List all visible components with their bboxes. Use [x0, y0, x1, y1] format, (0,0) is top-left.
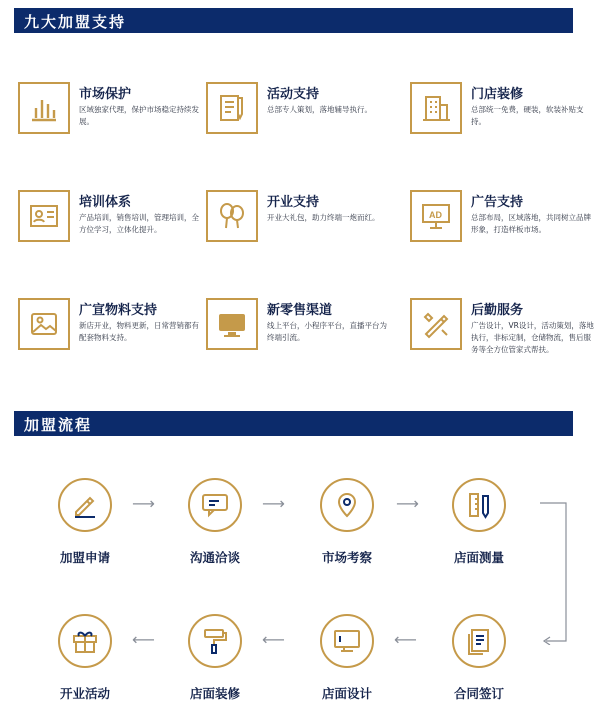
- support-desc: 线上平台，小程序平台，直播平台为终端引流。: [267, 321, 387, 342]
- support-desc: 总部布局，区域落地，共同树立品牌形象，打造样板市场。: [471, 213, 591, 234]
- monitor-icon: [206, 298, 258, 350]
- support-title: 后勤服务: [471, 303, 524, 318]
- process-step-contract: [424, 614, 534, 710]
- step-label: 店面测量: [453, 550, 504, 565]
- process-step-market-survey: [292, 478, 402, 574]
- support-title: 新零售渠道: [267, 303, 333, 318]
- arrow-left: ⟵: [262, 630, 285, 649]
- process-step-design: [292, 614, 402, 710]
- step-label: 开业活动: [59, 686, 110, 701]
- support-title: 广宣物料支持: [79, 303, 158, 318]
- process-step-decoration: [160, 614, 270, 710]
- support-section-title: 九大加盟支持: [24, 13, 127, 31]
- process-step-measure: [424, 478, 534, 574]
- gift-icon: [58, 614, 112, 668]
- connector-line: [540, 500, 570, 645]
- support-item-materials: [18, 298, 208, 368]
- support-desc: 产品培训，销售培训，管理培训，全方位学习，立体化提升。: [79, 213, 199, 234]
- arrow-right: ⟶: [262, 494, 285, 513]
- support-item-store-decoration: [410, 82, 600, 152]
- support-desc: 开业大礼包，助力终端一炮而红。: [267, 213, 380, 222]
- arrow-right: ⟶: [132, 494, 155, 513]
- support-desc: 新店开业，物料更新，日常营销都有配套物料支持。: [79, 321, 199, 342]
- document-pen-icon: [206, 82, 258, 134]
- support-item-new-retail: [206, 298, 396, 368]
- step-label: 沟通洽谈: [189, 550, 240, 565]
- support-desc: 区域独家代理，保护市场稳定持续发展。: [79, 105, 199, 126]
- ad-board-icon: [410, 190, 462, 242]
- paint-roller-icon: [188, 614, 242, 668]
- tools-icon: [410, 298, 462, 350]
- step-label: 市场考察: [321, 550, 372, 565]
- support-item-opening: [206, 190, 396, 260]
- process-step-opening: [30, 614, 140, 710]
- support-title: 市场保护: [79, 87, 132, 102]
- support-item-advertising: [410, 190, 600, 260]
- arrow-left: ⟵: [394, 630, 417, 649]
- step-label: 店面设计: [321, 686, 372, 701]
- support-item-market-protection: [18, 82, 208, 152]
- svg-text:AD: AD: [429, 210, 442, 220]
- image-icon: [18, 298, 70, 350]
- support-title: 培训体系: [79, 195, 132, 210]
- process-section-banner: [14, 411, 573, 436]
- support-title: 开业支持: [267, 195, 320, 210]
- ruler-pencil-icon: [452, 478, 506, 532]
- support-section-banner: [14, 8, 573, 33]
- support-title: 活动支持: [267, 87, 320, 102]
- support-desc: 广告设计，VR设计，活动策划，落地执行，非标定制，仓储物流，售后服务等全方位管家式帮扶。: [471, 321, 594, 354]
- contract-icon: [452, 614, 506, 668]
- support-item-activity: [206, 82, 396, 152]
- step-label: 店面装修: [189, 686, 240, 701]
- pen-icon: [58, 478, 112, 532]
- support-desc: 总部统一免费，硬装，软装补贴支持。: [471, 105, 584, 126]
- support-desc: 总部专人策划，落地辅导执行。: [267, 105, 372, 114]
- support-title: 门店装修: [471, 87, 524, 102]
- support-item-logistics: [410, 298, 600, 368]
- balloon-icon: [206, 190, 258, 242]
- process-step-apply: [30, 478, 140, 574]
- step-label: 合同签订: [453, 686, 504, 701]
- support-item-training: [18, 190, 208, 260]
- id-card-icon: [18, 190, 70, 242]
- chat-icon: [188, 478, 242, 532]
- support-title: 广告支持: [471, 195, 524, 210]
- process-step-negotiate: [160, 478, 270, 574]
- arrow-right: ⟶: [396, 494, 419, 513]
- computer-icon: [320, 614, 374, 668]
- process-section-title: 加盟流程: [24, 416, 93, 434]
- location-pin-icon: [320, 478, 374, 532]
- step-label: 加盟申请: [59, 550, 110, 565]
- bar-chart-icon: [18, 82, 70, 134]
- arrow-left: ⟵: [132, 630, 155, 649]
- building-icon: [410, 82, 462, 134]
